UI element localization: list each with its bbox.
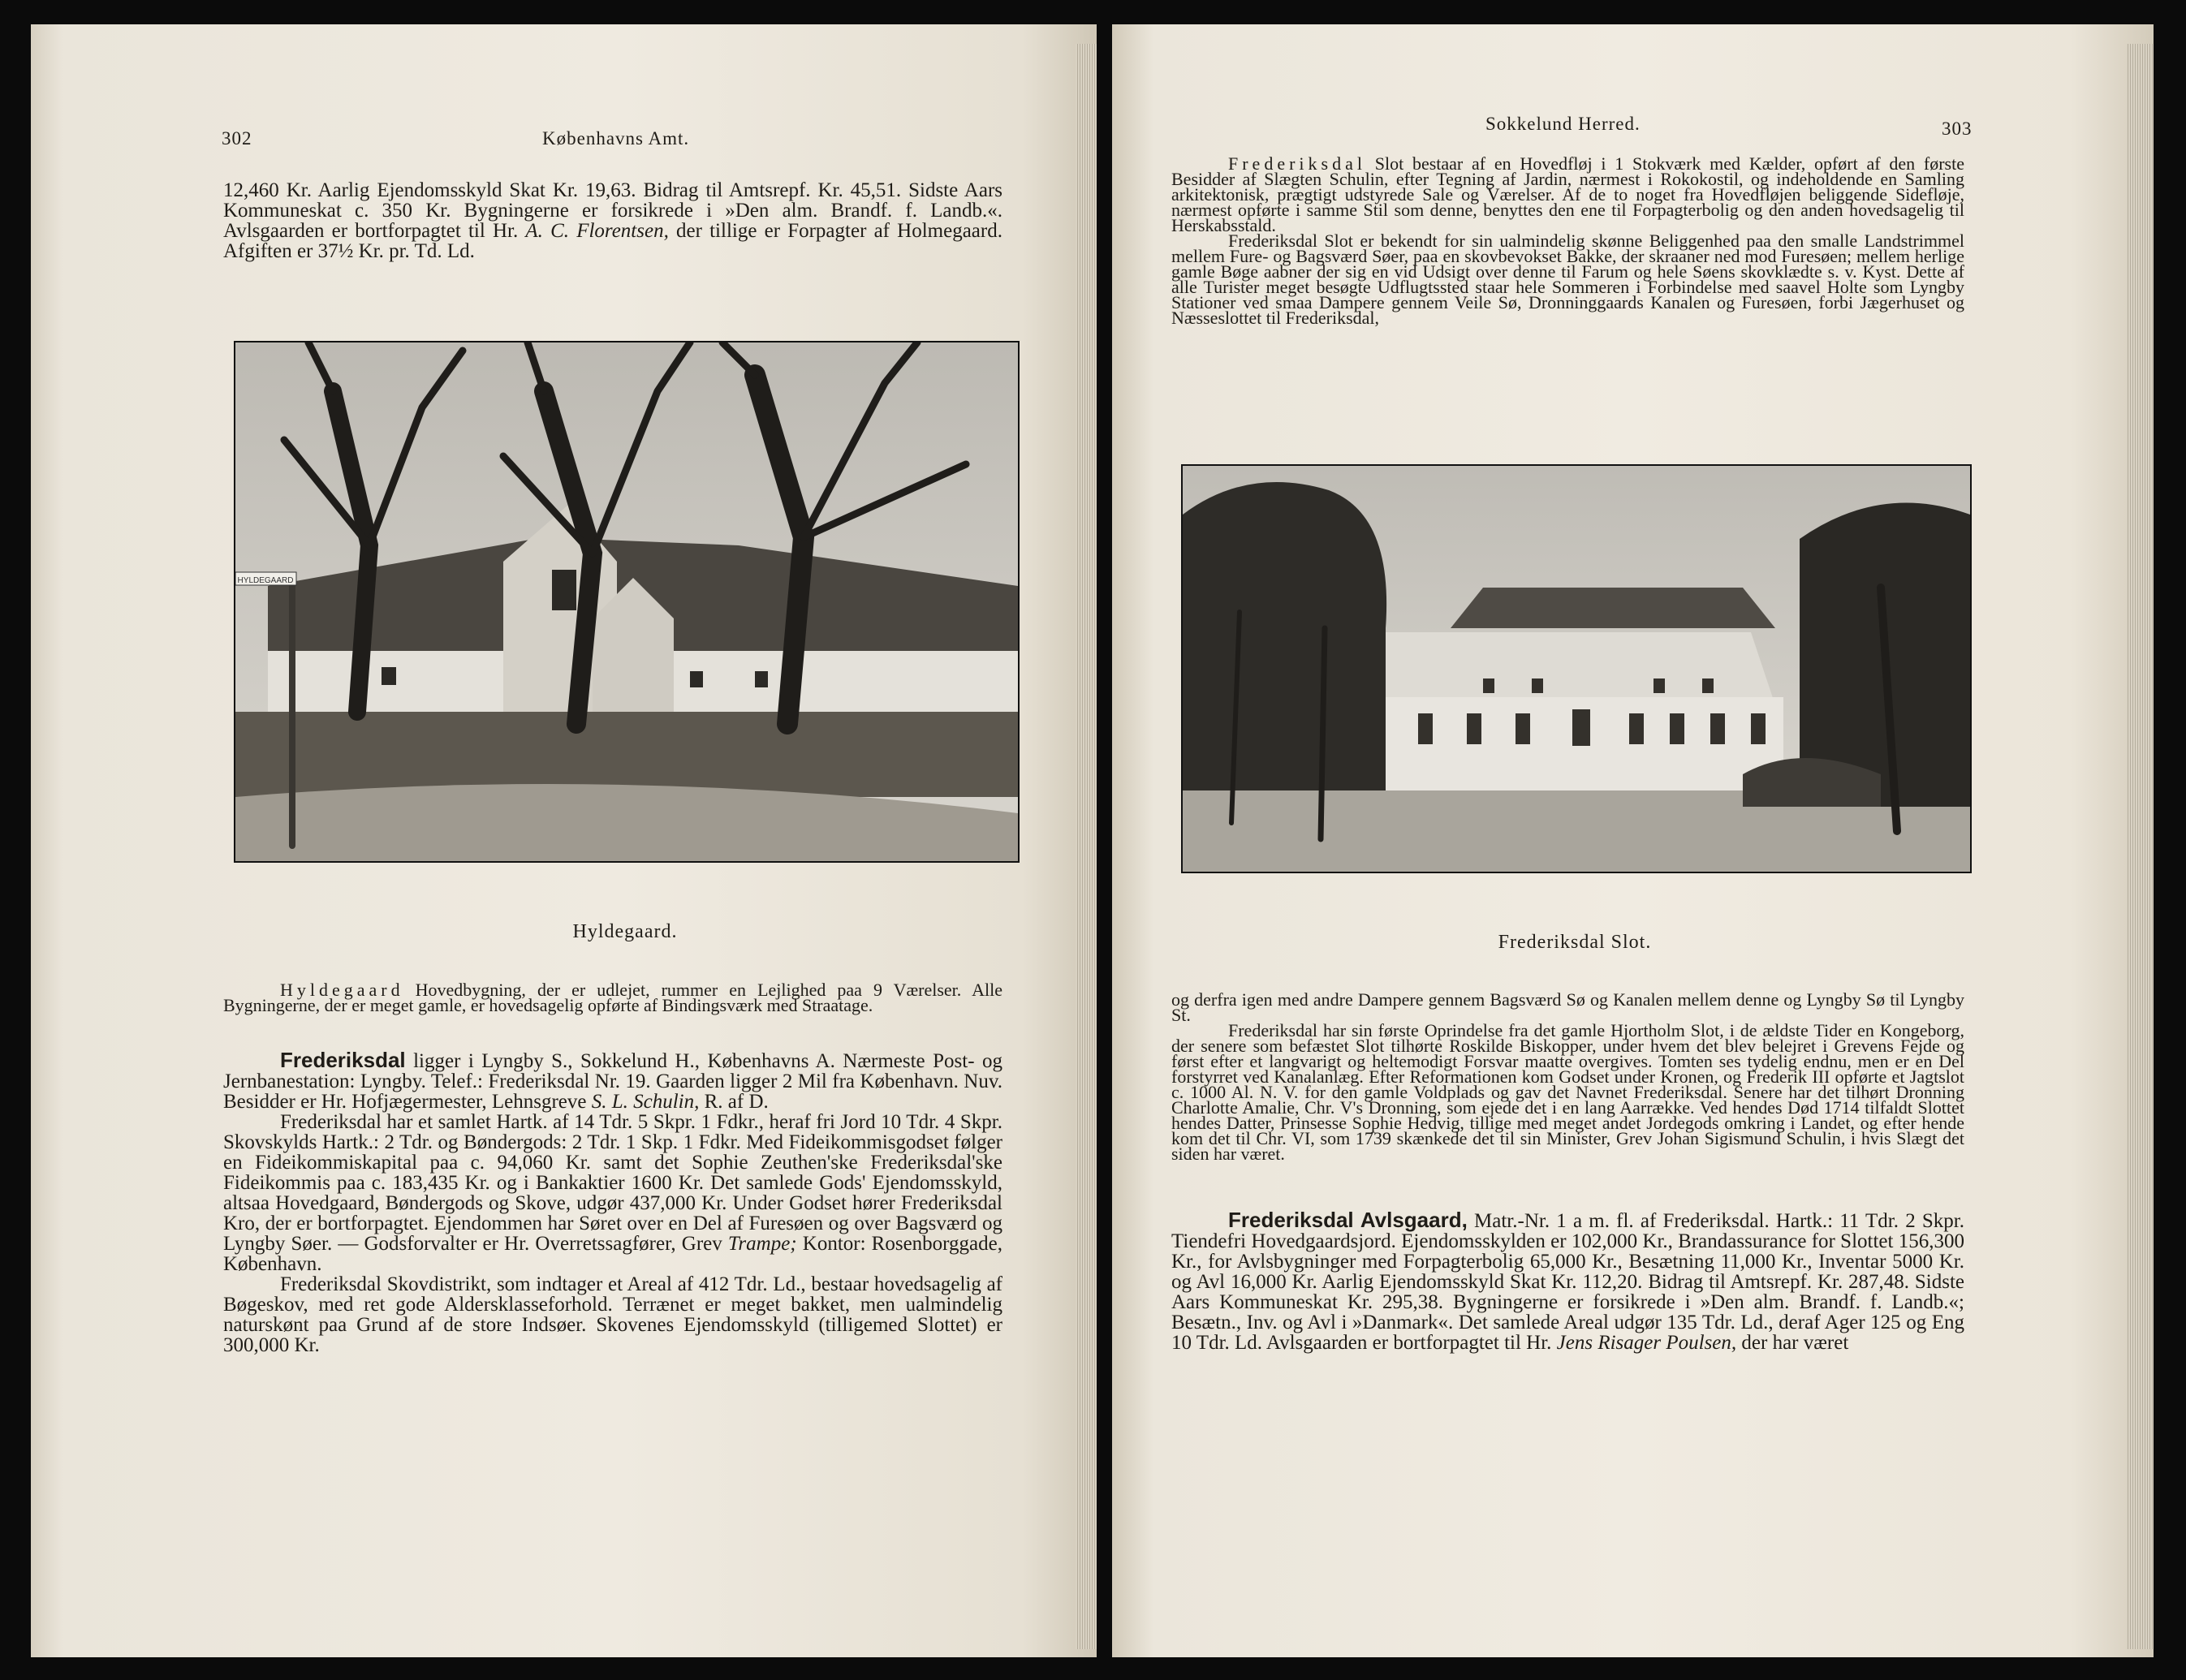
lessee-name: A. C. Florentsen, xyxy=(525,220,669,242)
avlsgaard-text: Matr.-Nr. 1 a m. fl. af Frederiksdal. Hartk.: 11 Tdr. 2 Skpr. Tiendefri Hovedgaardsjord. Ejendomsskylden er 102,000 Kr., Brandassurance for Slottet 156,300 Kr., for Avlsbygninger med Forpagterbolig 65,000 Kr., Besætning 11,000 Kr., Inventar 5000 Kr. og Avl 16,000 Kr. Aarlig Ejendomsskyld Skat Kr. 112,20. Bidrag til Amtsrepf. Kr. 287,48. Sidste Aars Kommuneskat Kr. 295,38. Bygningerne er forsikrede i »Den alm. Brandf. f. Landb.«; Besætn., Inv. og Avl i »Danmark«. Det samlede Areal udgør 135 Tdr. Ld., deraf Ager 125 og Eng 10 Tdr. Ld. Avlsgaarden er bortforpagtet til Hr. xyxy=(1171,1210,1965,1354)
beliggenhed-paragraph: Frederiksdal Slot er bekendt for sin ualmindelig skønne Beliggenhed paa den smalle Landstrimmel mellem Fure- og Bagsværd Søer, paa en skovbevokset Bakke, der skraaner ned mod Furesøen; mellem herlige gamle Bøge aabner der sig en vid Udsigt over denne til Farum og hele Søens skovklædte s. v. Kyst. Dette af alle Turister meget besøgte Udflugtssted staar hele Sommeren i Forbindelse med saavel Holte som Lyngby Stationer ved smaa Dampere gennem Veile Sø, Dronninggaards Kanalen og Furesøen, forbi Jægerhuset og Næsseslottet til Frederiksdal, xyxy=(1171,230,1964,328)
page-number: 302 xyxy=(222,128,252,149)
avlsgaard-text-end: der har været xyxy=(1736,1332,1849,1354)
page-edges xyxy=(2126,44,2154,1649)
right-page xyxy=(1112,24,2154,1657)
hyldegaard-photo xyxy=(234,341,1020,863)
slot-paragraph xyxy=(1171,153,1964,235)
left-page xyxy=(31,24,1097,1657)
frederiksdal-text-end: R. af D. xyxy=(699,1091,769,1113)
running-head: Københavns Amt. xyxy=(542,128,690,149)
skov-paragraph: Frederiksdal Skovdistrikt, som indtager et Areal af 412 Tdr. Ld., bestaar hovedsagelig af Bøgeskov, med ret gode Aldersklasseforhold. Terrænet er meget bakket, men ualmindelig naturskønt paa Grund af de store Indsøer. Skovenes Ejendomsskyld (tilligemed Slottet) er 300,000 Kr. xyxy=(223,1273,1002,1356)
right-top-text xyxy=(1171,153,1964,328)
avlsgaard-paragraph xyxy=(1171,1210,1964,1353)
hyldegaard-paragraph xyxy=(223,982,1002,1013)
hyldegaard-text: Hovedbygning, der er udlejet, rummer en Lejlighed paa 9 Værelser. Alle Bygningerne, der er meget gamle, er hovedsagelig opførte af Bindingsværk med Straatage. xyxy=(223,980,1002,1015)
running-head: Sokkelund Herred. xyxy=(1485,114,1641,134)
hartk-text: Frederiksdal har et samlet Hartk. af 14 Tdr. 5 Skpr. 1 Fdkr., heraf fri Jord 10 Tdr. 4 Skpr. Skovskylds Hartk.: 2 Tdr. og Bøndergods: 2 Tdr. 1 Skp. 1 Fdkr. Med Fideikommisgodset følger en Fideikommiskapital paa c. 94,060 Kr. samt det Sophie Zeuthen'ske Frederiksdal'ske Fideikommis paa c. 183,435 Kr. og i Bankaktier 1600 Kr. Det samlede Gods' Ejendomsskyld, altsaa Hovedgaard, Bøndergods og Skove, udgør 437,000 Kr. Under Godset hører Frederiksdal Kro, der er bortforpagtet. Ejendommen har Søret over en Del af Furesøen og over Bagsværd og Lyngby Søer. — Godsforvalter er Hr. Overretssagfører, Grev xyxy=(223,1111,1002,1255)
intro-text-end: der tillige er Forpagter af Holmegaard. Afgiften er 37½ Kr. pr. Td. Ld. xyxy=(223,220,1002,262)
owner-name: S. L. Schulin, xyxy=(591,1091,700,1113)
avlsgaard-heading: Frederiksdal Avlsgaard, xyxy=(1228,1208,1468,1232)
photo-caption-hyldegaard: Hyldegaard. xyxy=(572,921,678,942)
continued-paragraph: og derfra igen med andre Dampere gennem Bagsværd Sø og Kanalen mellem denne og Lyngby Sø til Lyngby St. xyxy=(1171,989,1964,1025)
page-edges xyxy=(1076,44,1097,1649)
hyldegaard-lead: Hyldegaard xyxy=(280,980,404,1000)
frederiksdal-slot-photo xyxy=(1181,464,1972,873)
intro-paragraph xyxy=(223,180,1002,261)
photo-caption-frederiksdal: Frederiksdal Slot. xyxy=(1498,932,1652,953)
tenant-name: Jens Risager Poulsen, xyxy=(1556,1332,1737,1354)
history-paragraph: Frederiksdal har sin første Oprindelse fra det gamle Hjortholm Slot, i de ældste Tider en Kongeborg, der senere som befæstet Slot tilhørte Roskilde Biskopper, under hvem det blev belejret i Grevens Fejde og først efter et langvarigt og heltemodigt Forsvar maatte overgives. Tomten ses tydelig endnu, men er en Del forstyrret ved Kanalanlæg. Efter Reformationen kom Godset under Kronen, og Frederik III opførte et Jagtslot c. 1000 Al. N. V. for den gamle Voldplads og gav det Navnet Frederiksdal. Senere har det tilhørt Dronning Charlotte Amalie, Chr. V's Dronning, som ejede det i en lang Aarrække. Ved hendes Død 1714 tilfaldt Slottet hendes Datter, Prinsesse Sophie Hedvig, tillige med meget andet Jordegods omkring i Landet, og efter hende kom det til Chr. VI, som 1739 skænkede det til sin Minister, Grev Johan Sigismund Schulin, i hvis Slægt det siden har været. xyxy=(1171,1020,1964,1164)
intro-text: 12,460 Kr. Aarlig Ejendomsskyld Skat Kr. 19,63. Bidrag til Amtsrepf. Kr. 45,51. Sidste Aars Kommuneskat c. 350 Kr. Bygningerne er forsikrede i »Den alm. Brandf. f. Landb.«. Avlsgaarden er bortforpagtet til Hr. xyxy=(223,179,1002,242)
frederiksdal-paragraph xyxy=(223,1050,1002,1112)
slot-lead: Frederiksdal xyxy=(1228,153,1366,174)
page-number: 303 xyxy=(1942,118,1973,139)
left-body-text xyxy=(223,982,1002,1355)
frederiksdal-text: ligger i Lyngby S., Sokkelund H., Københavns A. Nærmeste Post- og Jernbanestation: Lyngby. Telef.: Frederiksdal Nr. 19. Gaarden ligger 2 Mil fra København. Nuv. Besidder er Hr. Hofjægermester, Lehnsgreve xyxy=(223,1050,1002,1113)
hartk-paragraph xyxy=(223,1112,1002,1274)
administrator-name: Trampe; xyxy=(727,1233,797,1255)
slot-text: Slot bestaar af en Hovedfløj i 1 Stokværk med Kælder, opført af den første Besidder af Slægten Schulin, efter Tegning af Jardin, nærmest i Rokokostil, og indeholdende en Samling arkitektonisk, prægtigt udstyrede Sale og Værelser. Af de to noget fra Hovedfløjen beliggende Sidefløje, nærmest opførte i samme Stil som denne, benyttes den ene til Forpagterbolig og den anden hovedsagelig til Herskabsstald. xyxy=(1171,153,1964,235)
frederiksdal-heading: Frederiksdal xyxy=(280,1048,406,1072)
signpost-text: HYLDEGAARD xyxy=(237,576,294,585)
hartk-text-end: Kontor: Rosenborggade, København. xyxy=(223,1233,1003,1275)
right-body-text xyxy=(1171,989,1965,1354)
